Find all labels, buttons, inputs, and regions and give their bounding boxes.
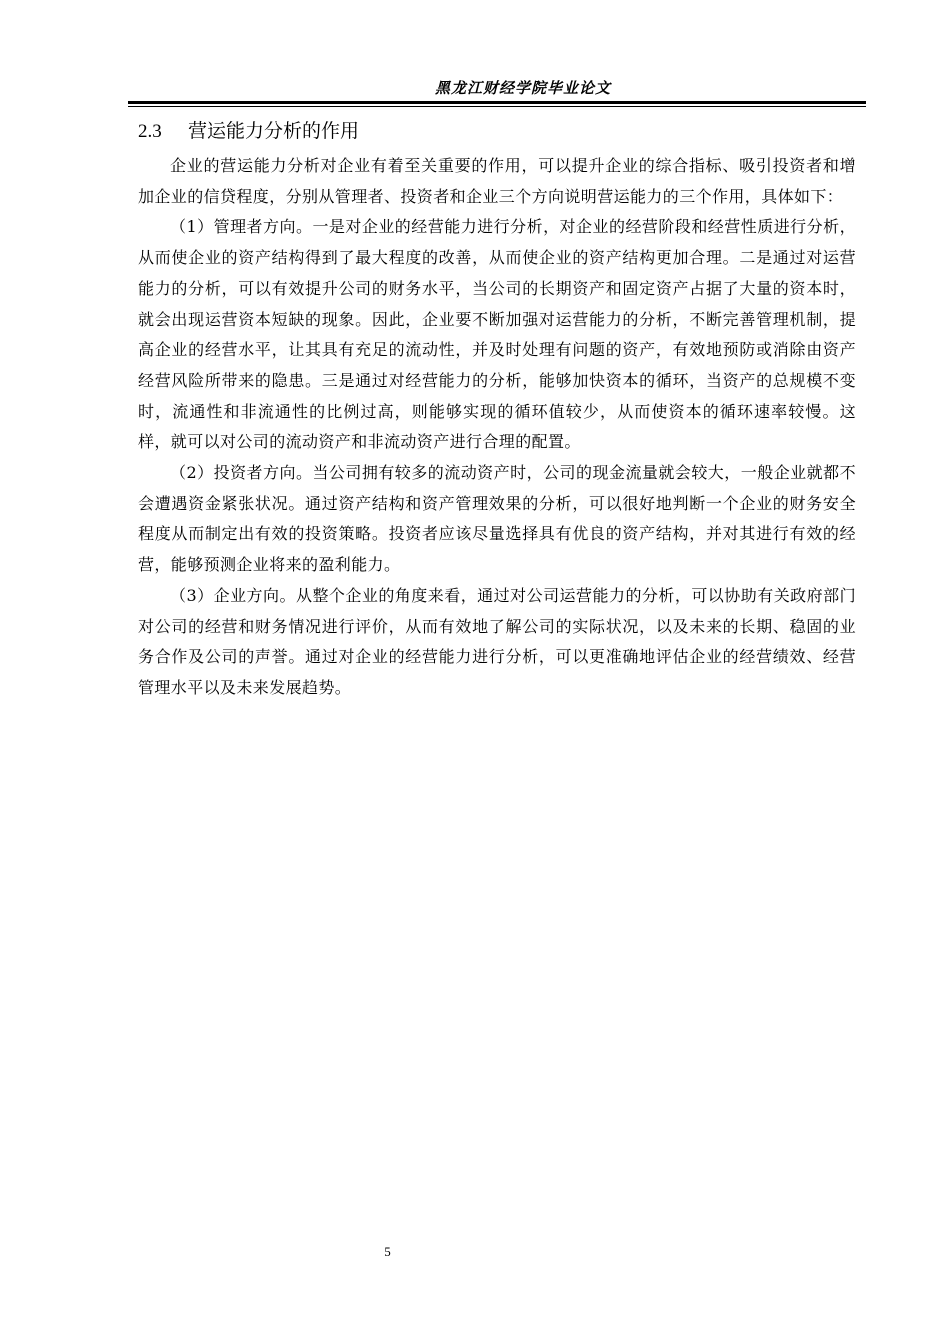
header-title: 黑龙江财经学院毕业论文: [434, 79, 611, 97]
manager-paragraph: （1）管理者方向。一是对企业的经营能力进行分析，对企业的经营阶段和经营性质进行分析，从而使企业的资产结构得到了最大程度的改善，从而使企业的资产结构更加合理。二是通过对运营能力的分析，可以有效提升公司的财务水平，当公司的长期资产和固定资产占据了大量的资本时，就会出现运营资本短缺的现象。因此，企业要不断加强对运营能力的分析，不断完善管理机制，提高企业的经营水平，让其具有充足的流动性，并及时处理有问题的资产，有效地预防或消除由资产经营风险所带来的隐患。三是通过对经营能力的分析，能够加快资本的循环，当资产的总规模不变时，流通性和非流通性的比例过高，则能够实现的循环值较少，从而使资本的循环速率较慢。这样，就可以对公司的流动资产和非流动资产进行合理的配置。: [138, 217, 856, 452]
page-content: [138, 116, 856, 704]
section-heading: [138, 116, 856, 147]
header-rule-thin: [128, 106, 866, 107]
investor-paragraph: （2）投资者方向。当公司拥有较多的流动资产时，公司的现金流量就会较大，一般企业就都不会遭遇资金紧张状况。通过资产结构和资产管理效果的分析，可以很好地判断一个企业的财务安全程度从而制定出有效的投资策略。投资者应该尽量选择具有优良的资产结构，并对其进行有效的经营，能够预测企业将来的盈利能力。: [138, 463, 856, 575]
page-header: [128, 78, 866, 98]
header-rule: [128, 101, 866, 104]
section-number: 2.3: [138, 121, 162, 142]
page-number: 5: [384, 1244, 391, 1259]
intro-paragraph: 企业的营运能力分析对企业有着至关重要的作用，可以提升企业的综合指标、吸引投资者和增加企业的信贷程度，分别从管理者、投资者和企业三个方向说明营运能力的三个作用，具体如下：: [138, 156, 856, 206]
enterprise-paragraph: （3）企业方向。从整个企业的角度来看，通过对公司运营能力的分析，可以协助有关政府部门对公司的经营和财务情况进行评价，从而有效地了解公司的实际状况，以及未来的长期、稳固的业务合作及公司的声誉。通过对企业的经营能力进行分析，可以更准确地评估企业的经营绩效、经营管理水平以及未来发展趋势。: [138, 585, 856, 697]
section-title: 营运能力分析的作用: [188, 120, 360, 142]
